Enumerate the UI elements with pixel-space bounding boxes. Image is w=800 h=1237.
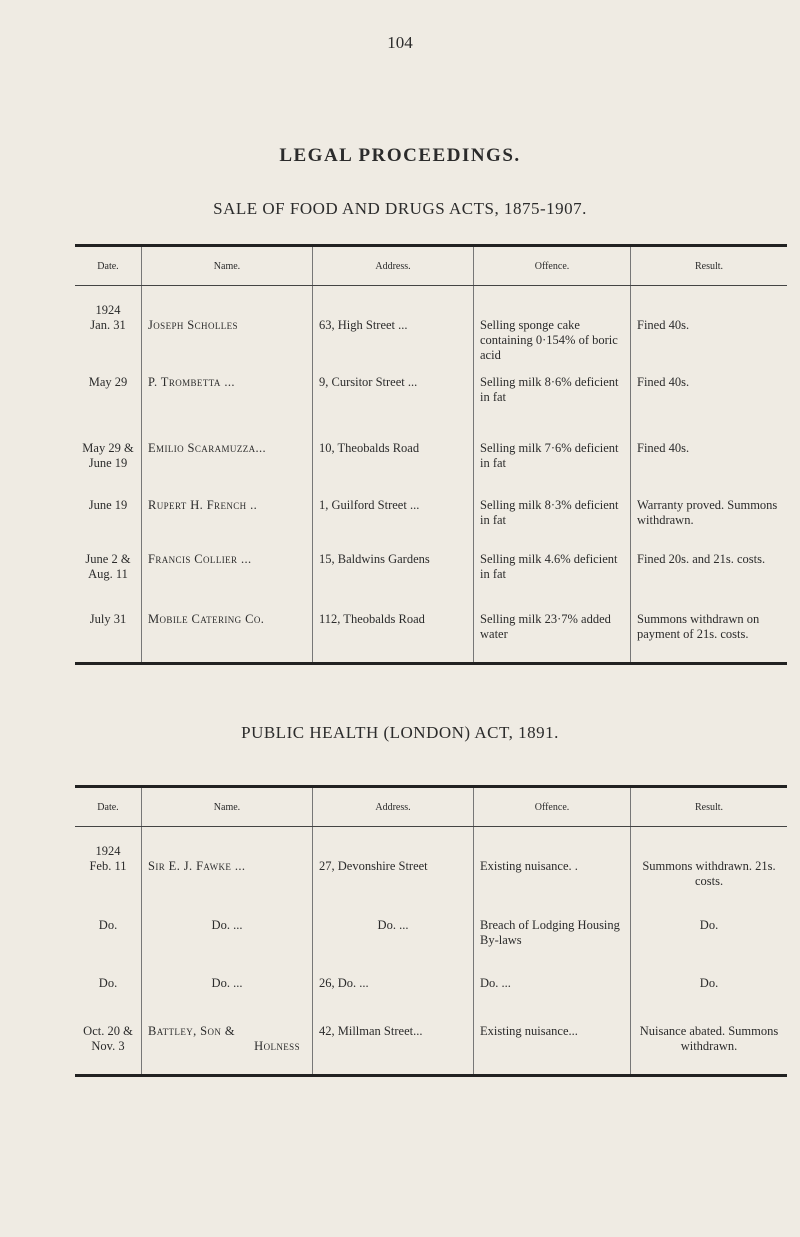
name-cell [142,286,313,364]
name-value: Emilio Scaramuzza... [148,441,267,455]
address-cell: 10, Theobalds Road [313,419,474,484]
date-value: Feb. 11 [89,859,127,873]
header-name: Name. [142,787,313,827]
name-value-continued: Holness [254,1038,300,1053]
address-cell: 15, Baldwins Gardens [313,538,474,600]
page-title: LEGAL PROCEEDINGS. [279,145,521,166]
offence-cell: Selling sponge cake containing 0·154% of boric acid [474,286,631,364]
name-value: Battley, Son & [148,1023,235,1038]
table-row [75,484,787,538]
name-value: Joseph Scholles [148,318,238,332]
name-cell [142,1012,313,1076]
year-label: 1924 [95,303,121,317]
table-row [75,363,787,419]
result-cell: Do. [631,962,788,1012]
public-health-table [75,785,787,1077]
date-cell: July 31 [75,600,142,663]
offence-cell: Do. ... [474,962,631,1012]
table-row [75,1012,787,1076]
table-row [75,904,787,962]
name-cell [142,600,313,663]
result-cell: Do. [631,904,788,962]
header-offence: Offence. [474,246,631,286]
year-label: 1924 [95,844,121,858]
food-drugs-table [75,244,787,665]
offence-cell: Selling milk 7·6% deficient in fat [474,419,631,484]
table-header-row [75,787,787,827]
date-cell: June 19 [88,498,128,512]
offence-cell: Selling milk 8·6% deficient in fat [474,363,631,419]
result-cell: Fined 40s. [631,286,788,364]
name-value: Rupert H. French .. [148,498,258,512]
header-address: Address. [313,246,474,286]
offence-cell: Existing nuisance. . [474,827,631,904]
offence-cell: Selling milk 4.6% deficient in fat [474,538,631,600]
address-cell: 26, Do. ... [313,962,474,1012]
name-value: Mobile Catering Co. [148,612,265,626]
offence-cell: Selling milk 8·3% deficient in fat [474,484,631,538]
address-cell: 27, Devonshire Street [313,827,474,904]
result-cell: Nuisance abated. Summons withdrawn. [631,1012,788,1076]
header-result: Result. [631,246,788,286]
table-row [75,600,787,663]
result-cell: Summons withdrawn. 21s. costs. [631,827,788,904]
name-cell: Do. ... [142,962,313,1012]
table-row [75,286,787,364]
date-cell [75,827,142,904]
name-cell [142,827,313,904]
date-cell [75,286,142,364]
date-value: Jan. 31 [90,318,126,332]
offence-cell: Selling milk 23·7% added water [474,600,631,663]
offence-cell: Breach of Lodging Housing By-laws [474,904,631,962]
result-cell: Fined 20s. and 21s. costs. [631,538,788,600]
header-name: Name. [142,246,313,286]
date-cell: June 2 & Aug. 11 [85,552,131,581]
name-value: Francis Collier ... [148,552,252,566]
address-cell: 9, Cursitor Street ... [313,363,474,419]
table-header-row [75,246,787,286]
name-cell [142,538,313,600]
result-cell: Warranty proved. Summons withdrawn. [631,484,788,538]
header-date: Date. [75,787,142,827]
date-cell: May 29 [88,375,128,389]
name-value: P. Trombetta ... [148,375,235,389]
address-cell: Do. ... [313,904,474,962]
date-cell: Oct. 20 & Nov. 3 [75,1012,142,1076]
name-cell: Do. ... [142,904,313,962]
name-cell [142,419,313,484]
result-cell: Fined 40s. [631,363,788,419]
section-title-public-health: PUBLIC HEALTH (LONDON) ACT, 1891. [241,723,559,742]
result-cell: Fined 40s. [631,419,788,484]
date-cell: Do. [98,975,118,990]
address-cell: 1, Guilford Street ... [313,484,474,538]
table-row [75,827,787,904]
header-result: Result. [631,787,788,827]
offence-cell: Existing nuisance... [474,1012,631,1076]
name-cell [142,484,313,538]
section-title-food-drugs: SALE OF FOOD AND DRUGS ACTS, 1875-1907. [213,199,587,218]
name-cell [142,363,313,419]
header-offence: Offence. [474,787,631,827]
result-cell: Summons withdrawn on payment of 21s. costs. [631,600,788,663]
header-address: Address. [313,787,474,827]
address-cell: 63, High Street ... [313,286,474,364]
table-row [75,419,787,484]
date-cell: May 29 & June 19 [82,441,134,470]
header-date: Date. [75,246,142,286]
name-value: Sir E. J. Fawke ... [148,859,246,873]
address-cell: 42, Millman Street... [313,1012,474,1076]
table-row [75,538,787,600]
address-cell: 112, Theobalds Road [313,600,474,663]
table-row [75,962,787,1012]
page-number: 104 [387,33,413,52]
date-cell: Do. [98,917,118,932]
